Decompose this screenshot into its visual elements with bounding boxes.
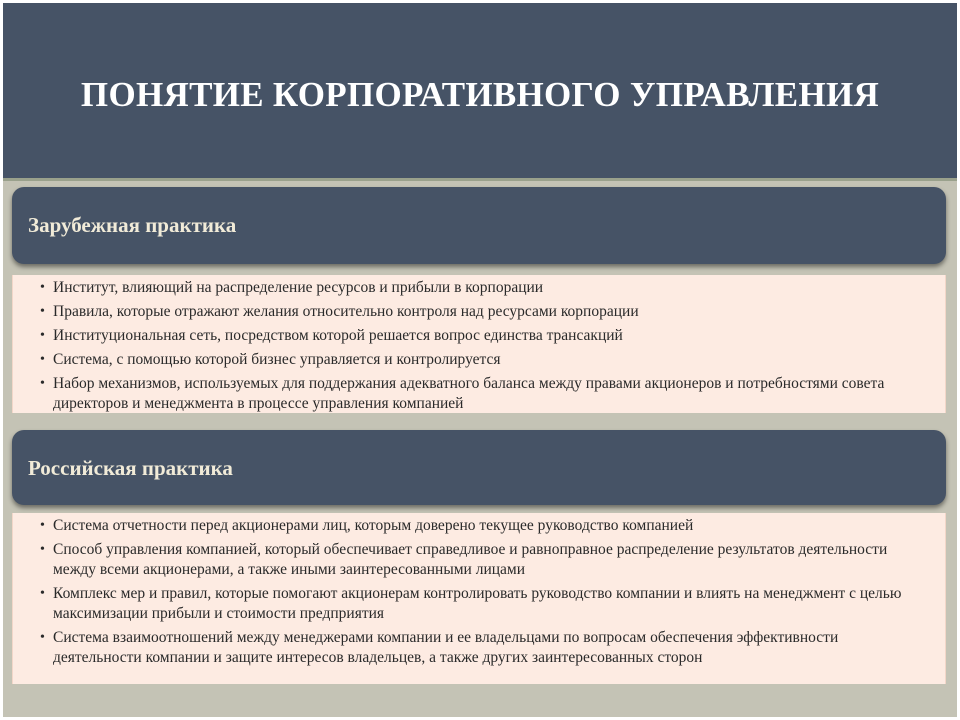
list-item: • Способ управления компанией, который обеспечивает справедливое и равноправное распределение результатов деятельности между всеми акционерами, а также иными заинтересованными лицами xyxy=(40,541,888,578)
list-item: • Правила, которые отражают желания относительно контроля над ресурсами корпорации xyxy=(40,303,639,320)
section-header-russian xyxy=(12,430,946,505)
bullet-icon: • xyxy=(40,352,45,367)
list-item: • Набор механизмов, используемых для поддержания адекватного баланса между правами акционеров и потребностями совета директоров и менеджмента в процессе управления компанией xyxy=(40,375,885,412)
bullet-panel-russian xyxy=(12,513,946,684)
title-divider xyxy=(3,178,957,181)
section-header-label: Российская практика xyxy=(28,456,233,480)
list-item: • Институт, влияющий на распределение ресурсов и прибыли в корпорации xyxy=(40,279,544,296)
title-bar xyxy=(3,3,957,178)
list-item: • Комплекс мер и правил, которые помогают акционерам контролировать руководство компании и влиять на менеджмент с целью максимизации прибыли и стоимости предприятия xyxy=(40,585,902,622)
section-header-label: Зарубежная практика xyxy=(28,213,237,237)
bullet-icon: • xyxy=(40,586,45,601)
bullet-icon: • xyxy=(40,376,45,391)
bullet-icon: • xyxy=(40,304,45,319)
bullet-list xyxy=(13,513,945,668)
list-item: • Институциональная сеть, посредством которой решается вопрос единства трансакций xyxy=(40,327,623,344)
list-item: • Система отчетности перед акционерами лиц, которым доверено текущее руководство компанией xyxy=(40,517,694,534)
bullet-icon: • xyxy=(40,328,45,343)
bullet-icon: • xyxy=(40,280,45,295)
slide-title: ПОНЯТИЕ КОРПОРАТИВНОГО УПРАВЛЕНИЯ xyxy=(80,75,880,114)
bullet-list xyxy=(13,275,945,414)
list-item: • Система, с помощью которой бизнес управляется и контролируется xyxy=(40,351,501,368)
bullet-icon: • xyxy=(40,542,45,557)
bullet-icon: • xyxy=(40,630,45,645)
list-item: • Система взаимоотношений между менеджерами компании и ее владельцами по вопросам обеспечения эффективности деятельности компании и защите интересов владельцев, а также других заинтересованных сторон xyxy=(40,629,839,666)
bullet-panel-foreign xyxy=(12,275,946,413)
bullet-icon: • xyxy=(40,518,45,533)
slide xyxy=(3,3,957,717)
section-header-foreign xyxy=(12,187,946,264)
